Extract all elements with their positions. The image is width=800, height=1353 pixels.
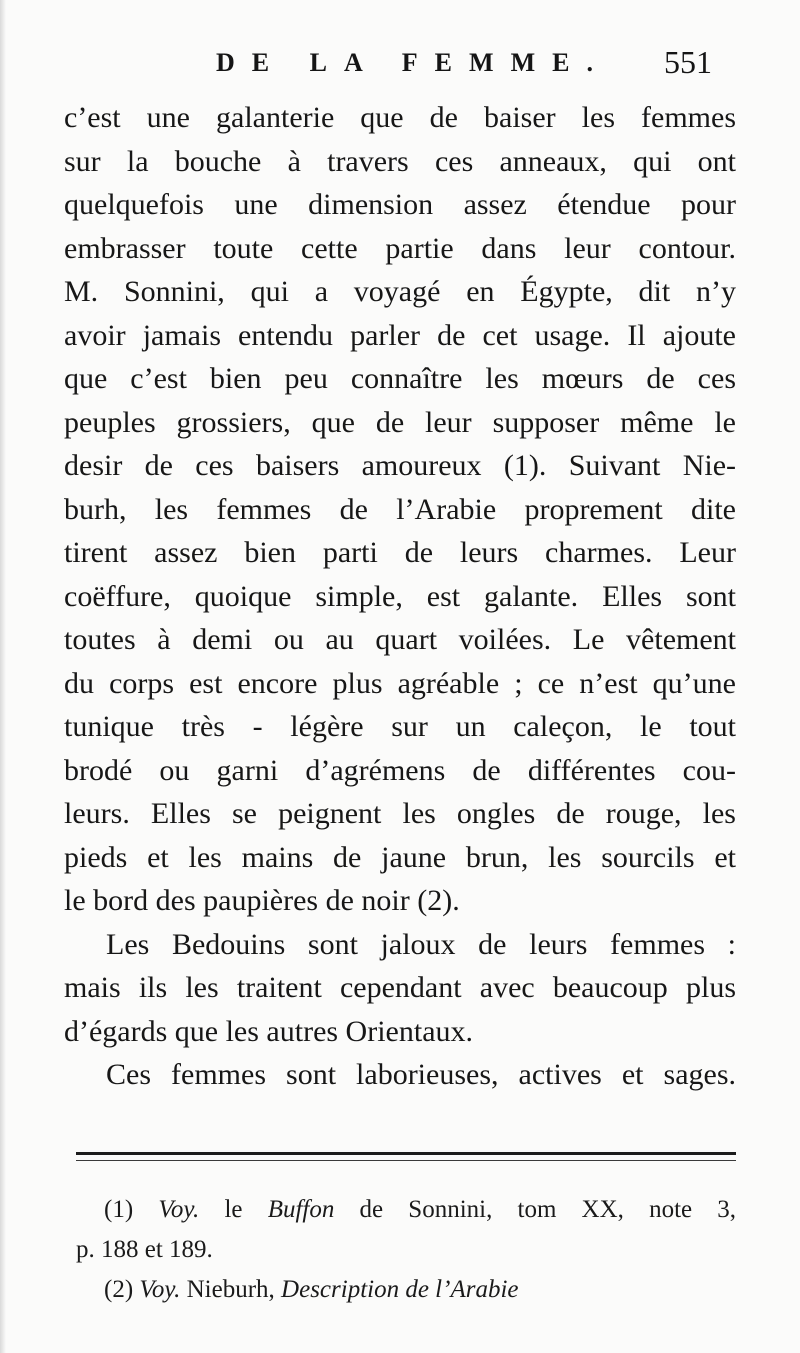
footnote-voy: Voy.	[158, 1196, 200, 1223]
footnote-voy: Voy.	[139, 1276, 181, 1303]
text-line: coëffure, quoique simple, est galante. Elles sont	[64, 579, 736, 613]
text-line: peuples grossiers, que de leur supposer même le	[64, 405, 736, 439]
footnote-text: de Sonnini, tom XX, note 3,	[359, 1196, 737, 1223]
footnote-2	[76, 1270, 736, 1310]
scan-edge-shadow	[0, 0, 6, 1353]
body-text	[64, 96, 736, 1097]
text-line: avoir jamais entendu parler de cet usage. Il ajoute	[64, 318, 736, 352]
text-line: desir de ces baisers amoureux (1). Suivant Nie-	[64, 449, 736, 482]
footnote-work-title: Buffon	[267, 1196, 335, 1223]
text-line: burh, les femmes de l’Arabie proprement dite	[64, 492, 736, 526]
footnote-rule-thin	[76, 1160, 736, 1161]
text-line: du corps est encore plus agréable ; ce n’est qu’une	[64, 666, 736, 700]
footnotes	[76, 1190, 736, 1310]
footnote-mark: (2)	[104, 1276, 134, 1303]
text-line: embrasser toute cette partie dans leur contour.	[64, 231, 736, 265]
page-number: 551	[664, 44, 712, 80]
text-line: brodé ou garni d’agrémens de différentes cou-	[64, 753, 736, 787]
footnote-work-title: Description de l’Arabie	[281, 1276, 519, 1303]
text-line: mais ils les traitent cependant avec beaucoup plus	[64, 971, 736, 1004]
paragraph-first-line: Les Bedouins sont jaloux de leurs femmes :	[106, 927, 736, 961]
text-line: leurs. Elles se peignent les ongles de rouge, les	[64, 797, 736, 830]
text-line: que c’est bien peu connaître les mœurs de ces	[64, 362, 736, 395]
running-title: DE LA FEMME.	[216, 48, 610, 77]
text-line: d’égards que les autres Orientaux.	[64, 1014, 474, 1048]
text-line: tunique très - légère sur un caleçon, le tout	[64, 710, 736, 743]
text-line: pieds et les mains de jaune brun, les sourcils et	[64, 840, 736, 874]
text-line: M. Sonnini, qui a voyagé en Égypte, dit n’y	[64, 275, 736, 308]
footnote-mark: (1)	[104, 1196, 134, 1223]
footnote-author: Nieburh,	[186, 1276, 275, 1303]
footnote-1	[76, 1190, 736, 1230]
text-line: le bord des paupières de noir (2).	[64, 884, 460, 917]
text-line: c’est une galanterie que de baiser les femmes	[64, 101, 736, 134]
footnote-1-continuation: p. 188 et 189.	[76, 1236, 213, 1263]
running-head	[0, 44, 800, 84]
footnote-text: le	[224, 1196, 243, 1223]
text-line: quelquefois une dimension assez étendue pour	[64, 188, 736, 221]
footnote-rule	[76, 1152, 736, 1155]
text-line: toutes à demi ou au quart voilées. Le vêtement	[64, 623, 736, 656]
text-line: tirent assez bien parti de leurs charmes. Leur	[64, 536, 736, 569]
text-line: sur la bouche à travers ces anneaux, qui ont	[64, 144, 736, 178]
paragraph-first-line: Ces femmes sont laborieuses, actives et sages.	[106, 1058, 736, 1091]
